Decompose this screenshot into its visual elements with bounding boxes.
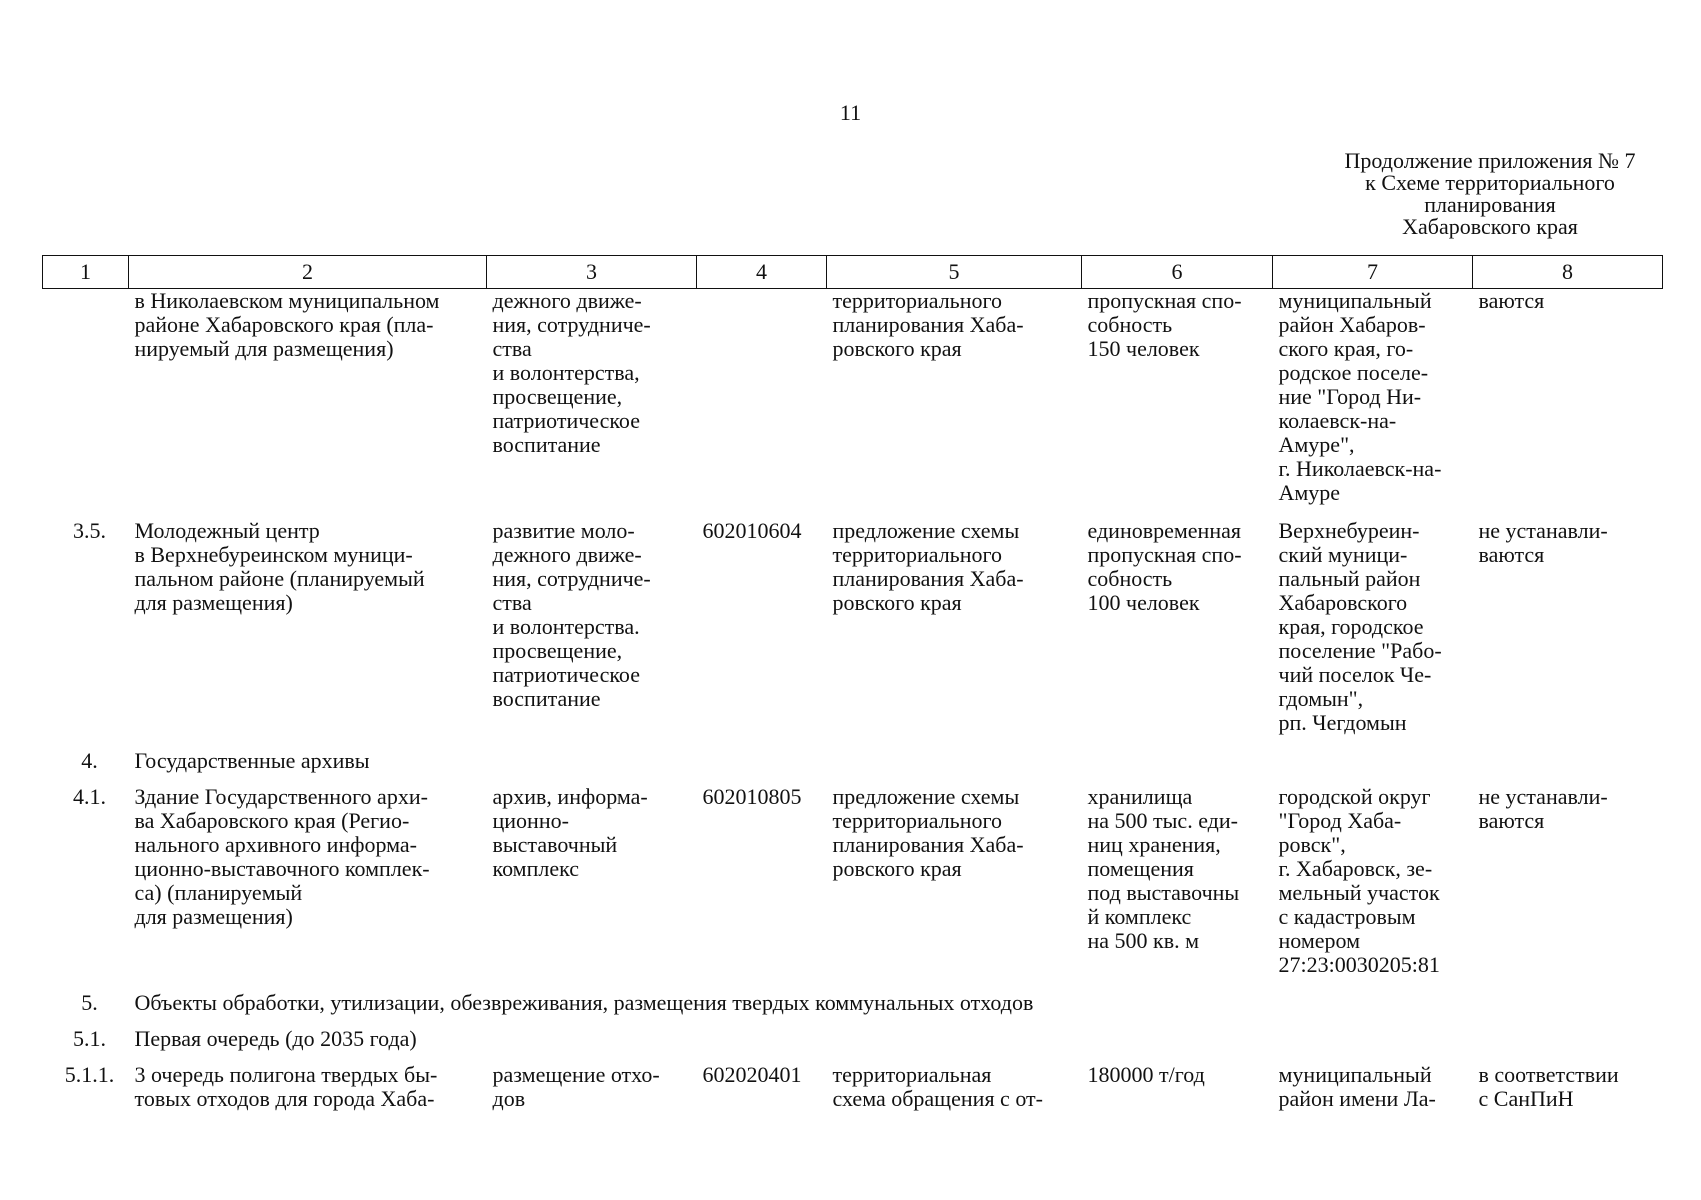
column-number: 4 bbox=[697, 256, 827, 289]
section-title: Государственные архивы bbox=[134, 748, 370, 773]
object-purpose: дежного движе- ния, сотрудниче- ства и волонтерства, просвещение, патриотическое воспитание bbox=[492, 288, 651, 457]
object-capacity: пропускная спо- собность 150 человек bbox=[1087, 288, 1242, 361]
appendix-line: к Схеме территориального bbox=[1365, 170, 1615, 195]
table-row bbox=[43, 1063, 1663, 1111]
column-number: 2 bbox=[129, 256, 487, 289]
object-name: 3 очередь полигона твердых бы- товых отходов для города Хаба- bbox=[134, 1062, 438, 1111]
item-number: 5.1.1. bbox=[64, 1062, 115, 1087]
column-number: 6 bbox=[1082, 256, 1273, 289]
item-number: 3.5. bbox=[73, 518, 106, 543]
column-number: 8 bbox=[1473, 256, 1663, 289]
object-code bbox=[697, 289, 827, 520]
item-number bbox=[43, 289, 129, 520]
object-capacity: 180000 т/год bbox=[1087, 1062, 1205, 1087]
object-zones: не устанавли- ваются bbox=[1478, 518, 1608, 567]
object-capacity: единовременная пропускная спо- собность 100 человек bbox=[1087, 518, 1242, 615]
appendix-line: Продолжение приложения № 7 bbox=[1344, 148, 1636, 173]
table-row bbox=[43, 519, 1663, 749]
column-number: 1 bbox=[43, 256, 129, 289]
object-purpose: размещение отхо- дов bbox=[492, 1062, 660, 1111]
section-number: 5. bbox=[81, 990, 98, 1015]
column-number: 5 bbox=[827, 256, 1082, 289]
column-number-row bbox=[43, 256, 1663, 289]
object-location: муниципальный район Хабаров- ского края, го- родское поселе- ние "Город Ни- колаевск-на- Амуре", г. Николаевск-на- Амуре bbox=[1278, 288, 1442, 505]
object-basis: территориальная схема обращения с от- bbox=[832, 1062, 1043, 1111]
object-basis: предложение схемы территориального планирования Хаба- ровского края bbox=[832, 784, 1024, 881]
column-number: 7 bbox=[1273, 256, 1473, 289]
section-row bbox=[43, 991, 1663, 1027]
objects-table-container bbox=[42, 255, 1662, 1111]
table-row bbox=[43, 785, 1663, 991]
object-purpose: архив, информа- ционно- выставочный комплекс bbox=[492, 784, 648, 881]
object-name: Молодежный центр в Верхнебуреинском муници- пальном районе (планируемый для размещения) bbox=[134, 518, 425, 615]
appendix-line: планирования bbox=[1424, 192, 1556, 217]
object-capacity: хранилища на 500 тыс. еди- ниц хранения, помещения под выставочны й комплекс на 500 кв. м bbox=[1087, 784, 1240, 953]
object-basis: предложение схемы территориального планирования Хаба- ровского края bbox=[832, 518, 1024, 615]
column-number: 3 bbox=[487, 256, 697, 289]
section-number: 5.1. bbox=[73, 1026, 106, 1051]
object-code: 602020401 bbox=[702, 1062, 802, 1087]
section-number: 4. bbox=[81, 748, 98, 773]
section-title: Первая очередь (до 2035 года) bbox=[134, 1026, 417, 1051]
object-code: 602010604 bbox=[702, 518, 802, 543]
object-location: Верхнебуреин- ский муници- пальный район Хабаровского края, городское поселение "Рабо- чий поселок Че- гдомын", рп. Чегдомын bbox=[1278, 518, 1442, 735]
objects-table bbox=[42, 255, 1663, 1111]
object-zones: не устанавли- ваются bbox=[1478, 784, 1608, 833]
section-title: Объекты обработки, утилизации, обезвреживания, размещения твердых коммунальных отходов bbox=[134, 990, 1034, 1015]
object-name: Здание Государственного архи- ва Хабаровского края (Регио- нального архивного информа- ционно-выставочного комплек- са) (планируемый для размещения) bbox=[134, 784, 430, 929]
section-row bbox=[43, 749, 1663, 785]
object-location: городской округ "Город Хаба- ровск", г. Хабаровск, зе- мельный участок с кадастровым номером 27:23:0030205:81 bbox=[1278, 784, 1440, 977]
object-code: 602010805 bbox=[702, 784, 802, 809]
object-zones: ваются bbox=[1478, 288, 1545, 313]
object-zones: в соответствии с СанПиН bbox=[1478, 1062, 1619, 1111]
table-row bbox=[43, 289, 1663, 520]
item-number: 4.1. bbox=[73, 784, 106, 809]
appendix-line: Хабаровского края bbox=[1402, 214, 1578, 239]
page-number: 11 bbox=[839, 100, 862, 125]
appendix-note bbox=[1290, 150, 1690, 238]
object-purpose: развитие моло- дежного движе- ния, сотрудниче- ства и волонтерства. просвещение, патриотическое воспитание bbox=[492, 518, 651, 711]
object-name: в Николаевском муниципальном районе Хабаровского края (пла- нируемый для размещения) bbox=[134, 288, 440, 361]
object-location: муниципальный район имени Ла- bbox=[1278, 1062, 1436, 1111]
section-row bbox=[43, 1027, 1663, 1063]
object-basis: территориального планирования Хаба- ровского края bbox=[832, 288, 1024, 361]
